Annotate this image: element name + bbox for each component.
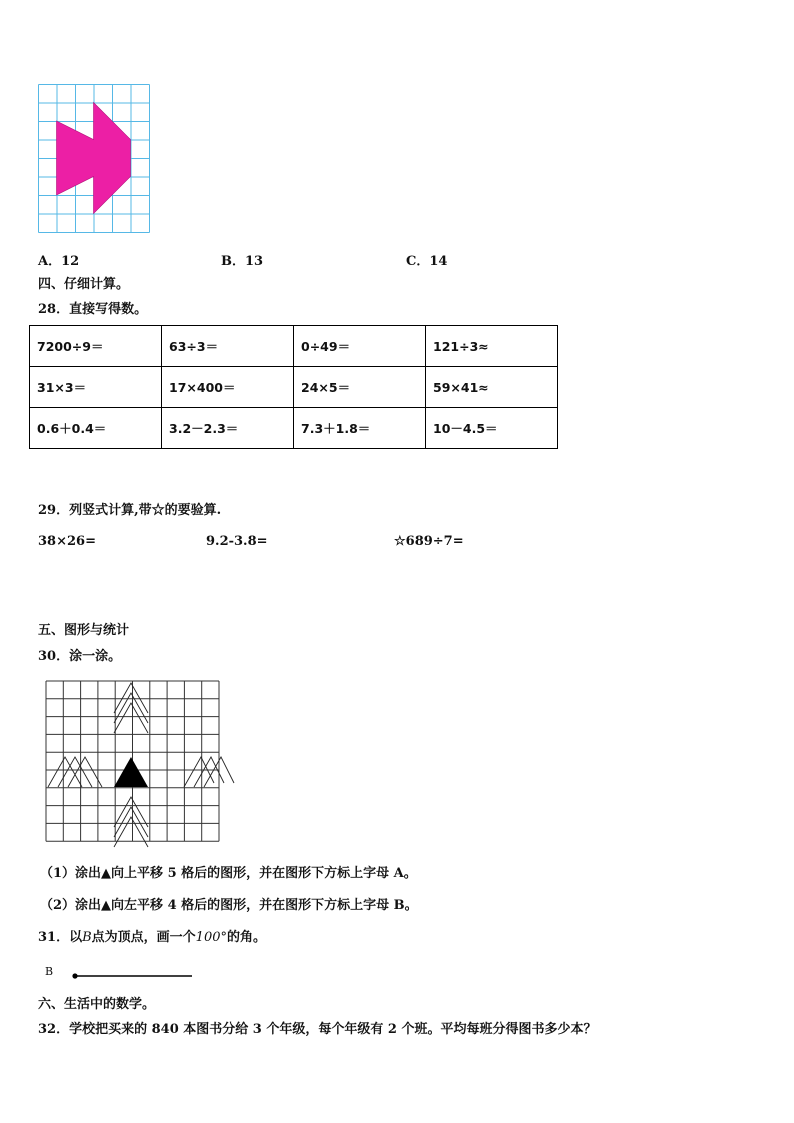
choice-a[interactable]: A．12 xyxy=(38,254,80,269)
question-30-title: 30．涂一涂。 xyxy=(38,649,122,664)
table-row xyxy=(30,326,558,367)
triangle-outlines xyxy=(48,683,234,847)
table-row xyxy=(30,408,558,449)
choice-b[interactable]: B．13 xyxy=(221,254,264,269)
triangle-outline xyxy=(184,757,214,787)
question-28-title: 28．直接写得数。 xyxy=(38,302,148,317)
question-31-text xyxy=(38,930,266,946)
triangle-outline xyxy=(114,683,148,713)
q31-point: B xyxy=(82,930,92,945)
table-cell: 0.6＋0.4＝ xyxy=(30,408,162,449)
q31-angle: 100° xyxy=(195,930,227,945)
triangle-outline xyxy=(114,703,148,733)
choice-c[interactable]: C．14 xyxy=(406,254,448,269)
triangle-outline xyxy=(114,693,148,723)
section-four-title: 四、仔细计算。 xyxy=(38,277,130,292)
question-30-part-2: （2）涂出▲向左平移 4 格后的图形，并在图形下方标上字母 B。 xyxy=(40,898,418,913)
table-cell: 3.2－2.3＝ xyxy=(162,408,294,449)
table-cell: 24×5＝ xyxy=(294,367,426,408)
table-cell: 0÷49＝ xyxy=(294,326,426,367)
table-cell: 10－4.5＝ xyxy=(426,408,558,449)
shape-grid-figure xyxy=(38,84,152,234)
mental-math-table xyxy=(29,325,558,449)
black-triangle xyxy=(114,757,148,787)
q31-prefix: 31．以 xyxy=(38,930,83,945)
triangle-outline xyxy=(114,807,148,837)
vertical-calc-item: ☆689÷7= xyxy=(394,534,464,549)
table-cell: 17×400＝ xyxy=(162,367,294,408)
triangle-outline xyxy=(114,797,148,827)
table-cell: 59×41≈ xyxy=(426,367,558,408)
vertical-calc-item: 9.2-3.8= xyxy=(206,534,268,549)
table-cell: 7200÷9＝ xyxy=(30,326,162,367)
point-b-dot xyxy=(72,973,77,978)
question-32-text: 32．学校把买来的 840 本图书分给 3 个年级，每个年级有 2 个班。平均每班分得图书多少本？ xyxy=(38,1022,597,1037)
section-five-title: 五、图形与统计 xyxy=(38,623,130,638)
pink-shape xyxy=(57,103,131,214)
ray-b xyxy=(68,968,194,982)
table-cell: 121÷3≈ xyxy=(426,326,558,367)
translation-grid xyxy=(44,679,238,849)
section-six-title: 六、生活中的数学。 xyxy=(38,997,156,1012)
table-row xyxy=(30,367,558,408)
table-cell: 63÷3＝ xyxy=(162,326,294,367)
q31-middle: 点为顶点，画一个 xyxy=(91,930,196,945)
question-30-part-1: （1）涂出▲向上平移 5 格后的图形，并在图形下方标上字母 A。 xyxy=(40,866,417,881)
q31-suffix: 的角。 xyxy=(227,930,267,945)
table-cell: 7.3＋1.8＝ xyxy=(294,408,426,449)
triangle-outline xyxy=(114,817,148,847)
ray-label-b: B xyxy=(45,965,54,978)
table-cell: 31×3＝ xyxy=(30,367,162,408)
question-29-title: 29．列竖式计算,带☆的要验算. xyxy=(38,503,222,518)
vertical-calc-item: 38×26= xyxy=(38,534,96,549)
